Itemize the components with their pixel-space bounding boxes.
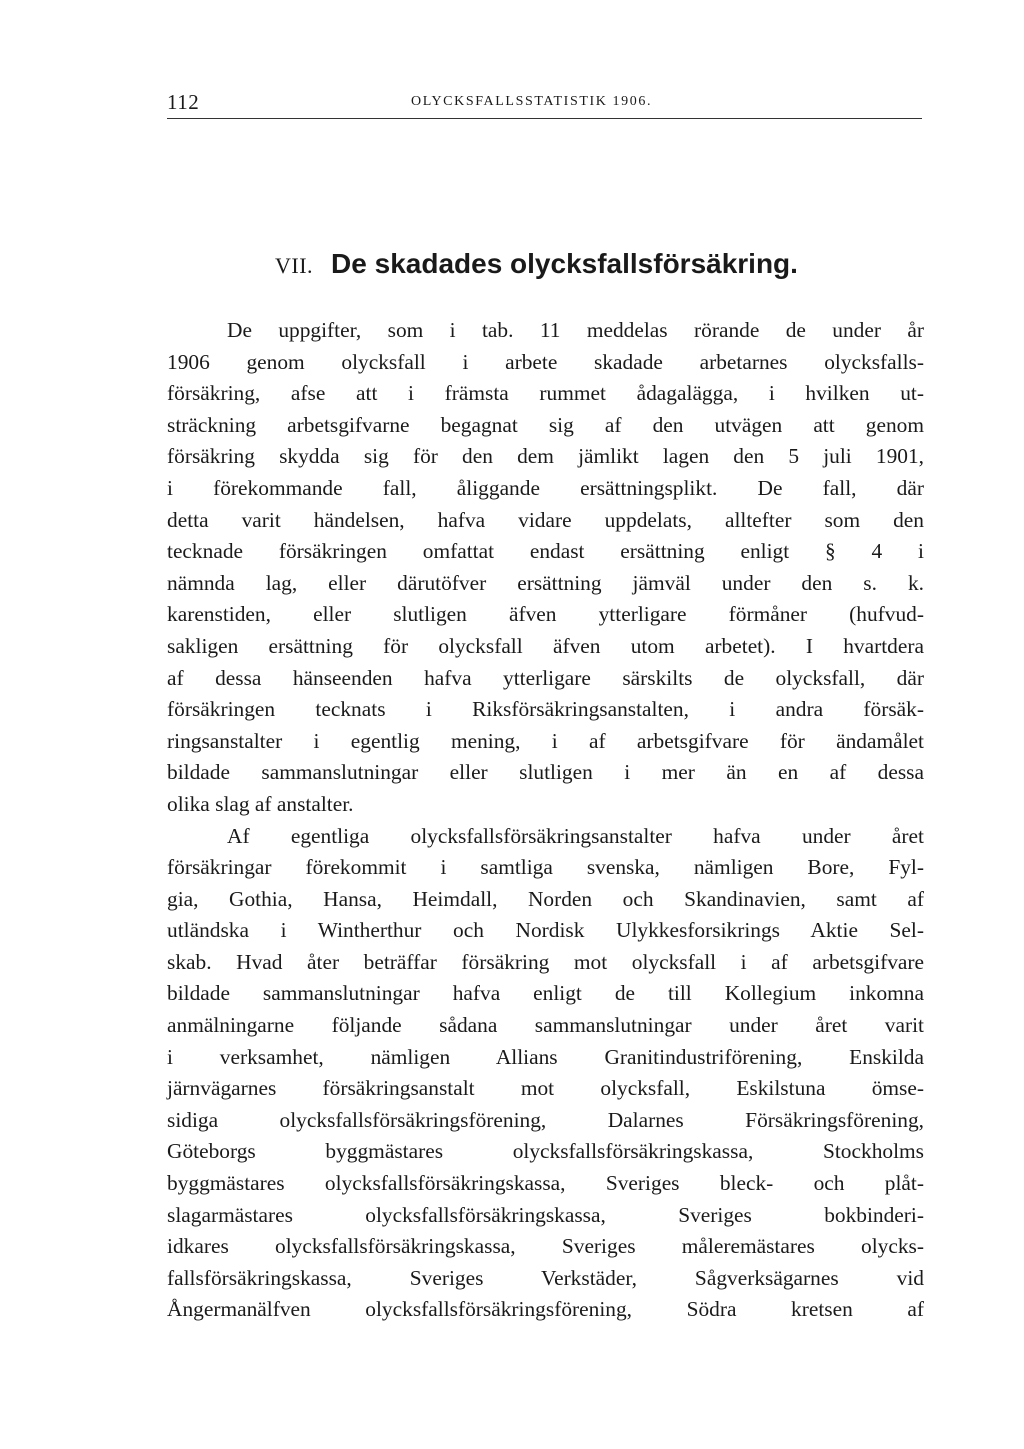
text-line: försäkring, afse att i främsta rummet ådagalägga, i hvilken ut-	[167, 381, 924, 406]
text-line: nämnda lag, eller därutöfver ersättning jämväl under den s. k.	[167, 570, 924, 595]
body-text	[167, 315, 924, 1326]
running-head	[167, 84, 922, 119]
text-line: skab. Hvad åter beträffar försäkring mot olycksfall i af arbetsgifvare	[167, 949, 924, 974]
paragraph	[167, 315, 924, 821]
text-line: byggmästares olycksfallsförsäkringskassa, Sveriges bleck- och plåt-	[167, 1171, 924, 1196]
text-line: idkares olycksfallsförsäkringskassa, Sveriges måleremästares olycks-	[167, 1234, 924, 1259]
text-line: järnvägarnes försäkringsanstalt mot olycksfall, Eskilstuna ömse-	[167, 1076, 924, 1101]
text-line: Af egentliga olycksfallsförsäkringsanstalter hafva under året	[227, 823, 924, 848]
section-title: De skadades olycksfallsförsäkring.	[331, 248, 798, 279]
text-line: anmälningarne följande sådana sammanslutningar under året varit	[167, 1013, 924, 1038]
text-line: tecknade försäkringen omfattat endast ersättning enligt § 4 i	[167, 539, 924, 564]
text-line: karenstiden, eller slutligen äfven ytterligare förmåner (hufvud-	[167, 602, 924, 627]
section-numeral: VII.	[275, 253, 314, 278]
paragraph	[167, 821, 924, 1327]
text-line: bildade sammanslutningar hafva enligt de till Kollegium inkomna	[167, 981, 924, 1006]
text-line: i verksamhet, nämligen Allians Granitindustriförening, Enskilda	[167, 1044, 924, 1069]
text-line: sträckning arbetsgifvarne begagnat sig af den utvägen att genom	[167, 412, 924, 437]
text-line: fallsförsäkringskassa, Sveriges Verkstäder, Sågverksägarnes vid	[167, 1265, 924, 1290]
text-line: Ångermanälfven olycksfallsförsäkringsförening, Södra kretsen af	[167, 1297, 924, 1322]
page-number: 112	[167, 90, 200, 114]
text-line: olika slag af anstalter.	[167, 791, 354, 816]
running-title: OLYCKSFALLSSTATISTIK 1906.	[411, 94, 653, 109]
text-line: försäkringar förekommit i samtliga svenska, nämligen Bore, Fyl-	[167, 855, 924, 880]
text-line: sakligen ersättning för olycksfall äfven utom arbetet). I hvartdera	[167, 633, 924, 658]
text-line: utländska i Wintherthur och Nordisk Ulykkesforsikrings Aktie Sel-	[167, 918, 924, 943]
text-line: slagarmästares olycksfallsförsäkringskassa, Sveriges bokbinderi-	[167, 1202, 924, 1227]
text-line: af dessa hänseenden hafva ytterligare särskilts de olycksfall, där	[167, 665, 924, 690]
section-heading	[275, 248, 835, 280]
text-line: bildade sammanslutningar eller slutligen i mer än en af dessa	[167, 760, 924, 785]
text-line: 1906 genom olycksfall i arbete skadade arbetarnes olycksfalls-	[167, 349, 924, 374]
text-line: ringsanstalter i egentlig mening, i af arbetsgifvare för ändamålet	[167, 728, 924, 753]
text-line: försäkringen tecknats i Riksförsäkringsanstalten, i andra försäk-	[167, 697, 924, 722]
text-line: försäkring skydda sig för den dem jämlikt lagen den 5 juli 1901,	[167, 444, 924, 469]
text-line: sidiga olycksfallsförsäkringsförening, Dalarnes Försäkringsförening,	[167, 1107, 924, 1132]
text-line: De uppgifter, som i tab. 11 meddelas rörande de under år	[227, 318, 924, 342]
text-line: gia, Gothia, Hansa, Heimdall, Norden och Skandinavien, samt af	[167, 886, 924, 911]
text-line: Göteborgs byggmästares olycksfallsförsäkringskassa, Stockholms	[167, 1139, 924, 1164]
text-line: detta varit händelsen, hafva vidare uppdelats, alltefter som den	[167, 507, 924, 532]
text-line: i förekommande fall, åliggande ersättningsplikt. De fall, där	[167, 475, 924, 500]
